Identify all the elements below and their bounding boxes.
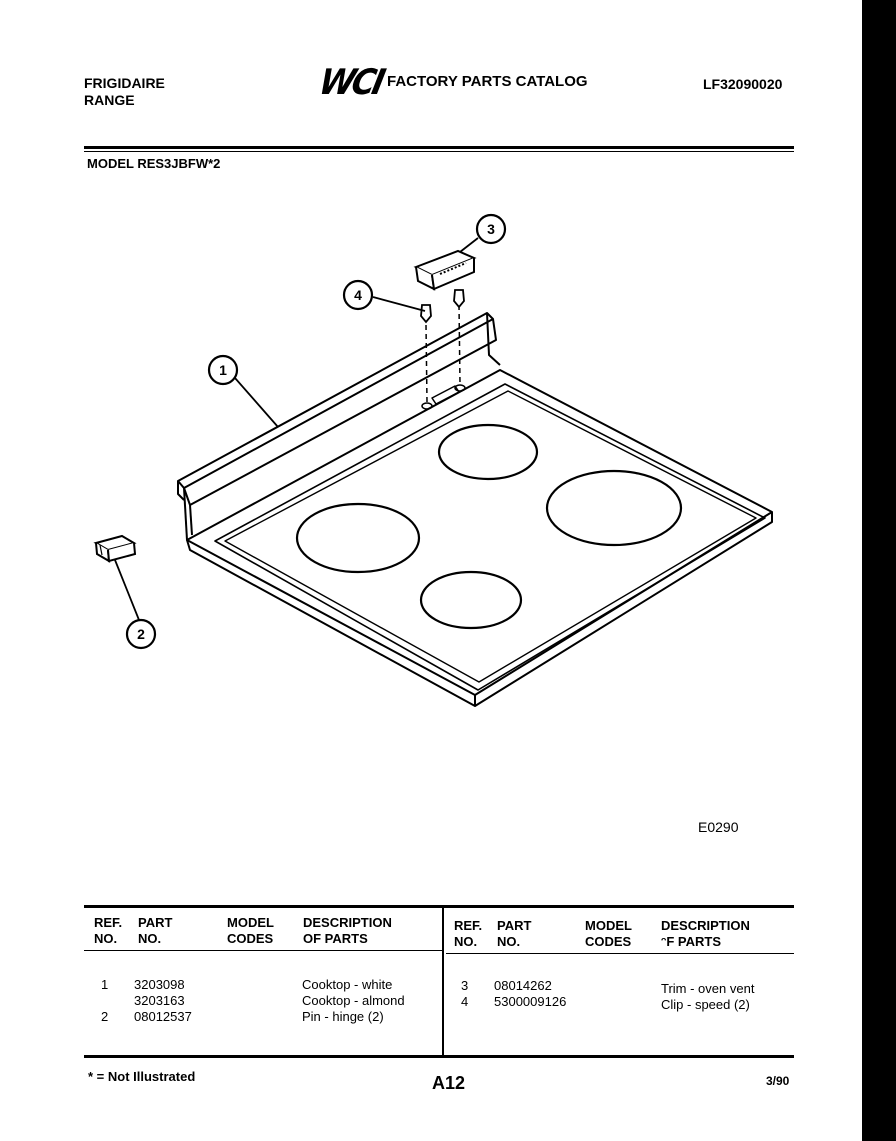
left-part-column [134,977,192,1025]
model-number: MODEL RES3JBFW*2 [87,156,221,171]
header-part-no-right: PART NO. [497,918,532,949]
callout-3-label: 3 [487,221,495,237]
table-divider [442,906,444,1056]
table-cell: Cooktop - white [302,977,393,992]
table-cell: 1 [101,977,109,992]
burner-opening-left-rear [439,425,537,479]
header-ref-no-right: REF. NO. [454,918,483,949]
burner-opening-left-front [297,504,419,572]
burner-opening-right [547,471,681,545]
header-model-codes-right: MODEL CODES [585,918,632,949]
hinge-pin [96,536,135,561]
callout-1-label: 1 [219,362,227,378]
wci-logo: WCI [315,61,387,103]
oven-vent-trim [416,251,474,289]
left-ref-column [101,977,108,1025]
header-description-right: DESCRIPTION ᵔF PARTS [661,918,750,949]
right-description-column [661,981,754,1013]
table-cell: Cooktop - almond [302,993,405,1008]
table-cell: 4 [461,994,469,1009]
cooktop [187,370,772,695]
table-cell: Trim - oven vent [661,981,755,996]
table-cell: Pin - hinge (2) [302,1009,384,1024]
brand-name: FRIGIDAIRE [84,75,165,91]
callout-2-label: 2 [137,626,145,642]
table-header-rule-left [84,950,442,951]
header-description: DESCRIPTION OF PARTS [303,915,392,946]
revision-date: 3/90 [766,1074,790,1088]
table-cell: 2 [101,1009,109,1024]
table-cell: 5300009126 [494,994,567,1009]
left-description-column [302,977,405,1025]
callout-4-label: 4 [354,287,362,303]
table-cell: 3 [461,978,469,993]
catalog-title: FACTORY PARTS CATALOG [387,73,588,90]
page-number: A12 [432,1073,466,1093]
table-top-rule [84,905,794,908]
right-part-column [494,978,566,1010]
speed-clips [421,290,464,322]
table-bottom-rule [84,1055,794,1058]
table-cell: Clip - speed (2) [661,997,750,1012]
diagram-code: E0290 [698,819,739,835]
table-header-rule-right [446,953,794,954]
table-cell: 08014262 [494,978,552,993]
right-ref-column [461,978,468,1010]
footnote: * = Not Illustrated [88,1069,196,1084]
product-type: RANGE [84,92,135,108]
header-part-no: PART NO. [138,915,173,946]
table-cell: 08012537 [134,1009,192,1024]
table-cell: 3203098 [134,977,185,992]
table-cell: 3203163 [134,993,185,1008]
burner-opening-front [421,572,521,628]
table-cell [101,993,108,1009]
header-ref-no: REF. NO. [94,915,123,946]
header-model-codes: MODEL CODES [227,915,274,946]
catalog-number: LF32090020 [703,76,783,92]
